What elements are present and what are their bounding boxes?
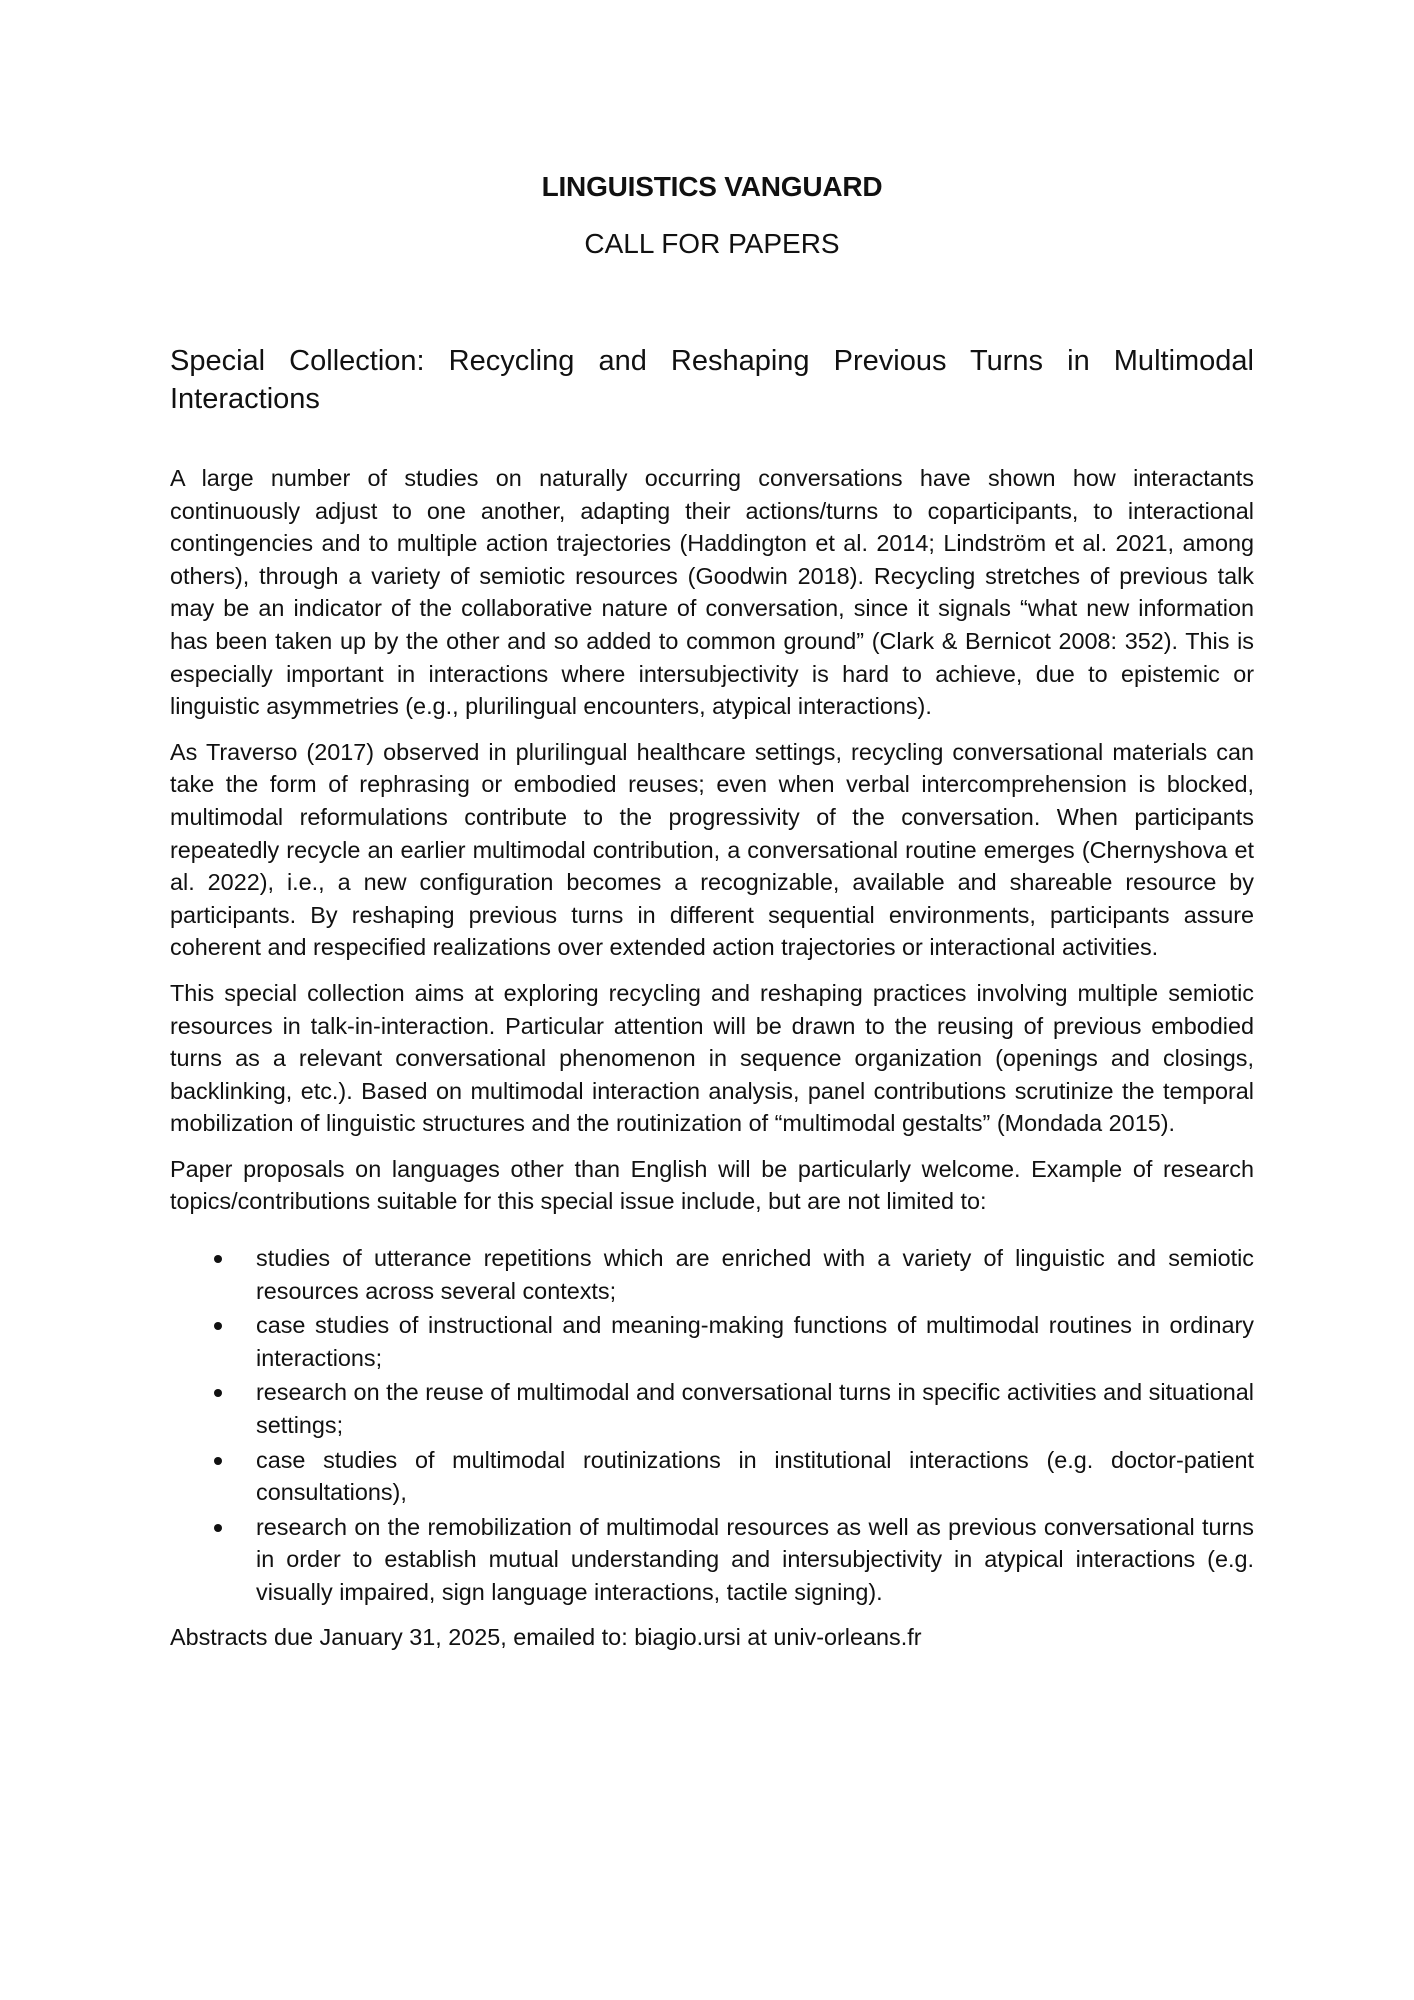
call-for-papers-heading: CALL FOR PAPERS xyxy=(584,228,840,259)
list-item-text: case studies of instructional and meaning-making functions of multimodal routines in ordinary interactions; xyxy=(256,1312,1254,1371)
bullet-icon xyxy=(214,1389,222,1397)
list-item xyxy=(170,1242,1254,1307)
list-item-text: case studies of multimodal routinizations in institutional interactions (e.g. doctor-patient consultations), xyxy=(256,1446,1254,1506)
list-item xyxy=(170,1309,1254,1374)
paragraph-aims: This special collection aims at exploring recycling and reshaping practices involving multiple semiotic resources in talk-in-interaction. Particular attention will be drawn to the reusing of previous embodied turns as a relevant conversational phenomenon in sequence organization (openings and closings, backlinking, etc.). Based on multimodal interaction analysis, panel contributions scrutinize the temporal mobilization of linguistic structures and the routinization of “multimodal gestalts” (Mondada 2015). xyxy=(170,979,1254,1137)
list-item-text: research on the remobilization of multimodal resources as well as previous conversational turns in order to establish mutual understanding and intersubjectivity in atypical interactions (e.g. visually impaired, sign language interactions, tactile signing). xyxy=(256,1513,1254,1605)
special-collection-title: Special Collection: Recycling and Reshaping Previous Turns in Multimodal Interactions xyxy=(170,345,1254,415)
bullet-icon xyxy=(214,1322,222,1330)
bullet-icon xyxy=(214,1457,222,1465)
list-item-text: research on the reuse of multimodal and conversational turns in specific activities and situational settings; xyxy=(256,1379,1254,1439)
bullet-icon xyxy=(214,1255,222,1263)
journal-title: LINGUISTICS VANGUARD xyxy=(541,171,883,202)
list-item xyxy=(170,1376,1254,1441)
list-item xyxy=(170,1444,1254,1509)
paragraph-intro: A large number of studies on naturally occurring conversations have shown how interactants continuously adjust to one another, adapting their actions/turns to coparticipants, to interactional contingencies and to multiple action trajectories (Haddington et al. 2014; Lindström et al. 2021, among others), through a variety of semiotic resources (Goodwin 2018). Recycling stretches of previous talk may be an indicator of the collaborative nature of conversation, since it signals “what new information has been taken up by the other and so added to common ground” (Clark & Bernicot 2008: 352). This is especially important in interactions where intersubjectivity is hard to achieve, due to epistemic or linguistic asymmetries (e.g., plurilingual encounters, atypical interactions). xyxy=(170,465,1254,720)
bullet-icon xyxy=(214,1524,222,1532)
list-item xyxy=(170,1511,1254,1609)
list-item-text: studies of utterance repetitions which are enriched with a variety of linguistic and semiotic resources across several contexts; xyxy=(256,1245,1254,1304)
abstract-deadline: Abstracts due January 31, 2025, emailed to: biagio.ursi at univ-orleans.fr xyxy=(170,1623,922,1650)
paragraph-proposals: Paper proposals on languages other than English will be particularly welcome. Example of research topics/contributions suitable for this special issue include, but are not limited to: xyxy=(170,1155,1254,1215)
paragraph-traverso: As Traverso (2017) observed in plurilingual healthcare settings, recycling conversational materials can take the form of rephrasing or embodied reuses; even when verbal intercomprehension is blocked, multimodal reformulations contribute to the progressivity of the conversation. When participants repeatedly recycle an earlier multimodal contribution, a conversational routine emerges (Chernyshova et al. 2022), i.e., a new configuration becomes a recognizable, available and shareable resource by participants. By reshaping previous turns in different sequential environments, participants assure coherent and respecified realizations over extended action trajectories or interactional activities. xyxy=(170,738,1254,961)
research-topics-list xyxy=(170,1242,1254,1609)
document-body xyxy=(170,462,1254,1666)
